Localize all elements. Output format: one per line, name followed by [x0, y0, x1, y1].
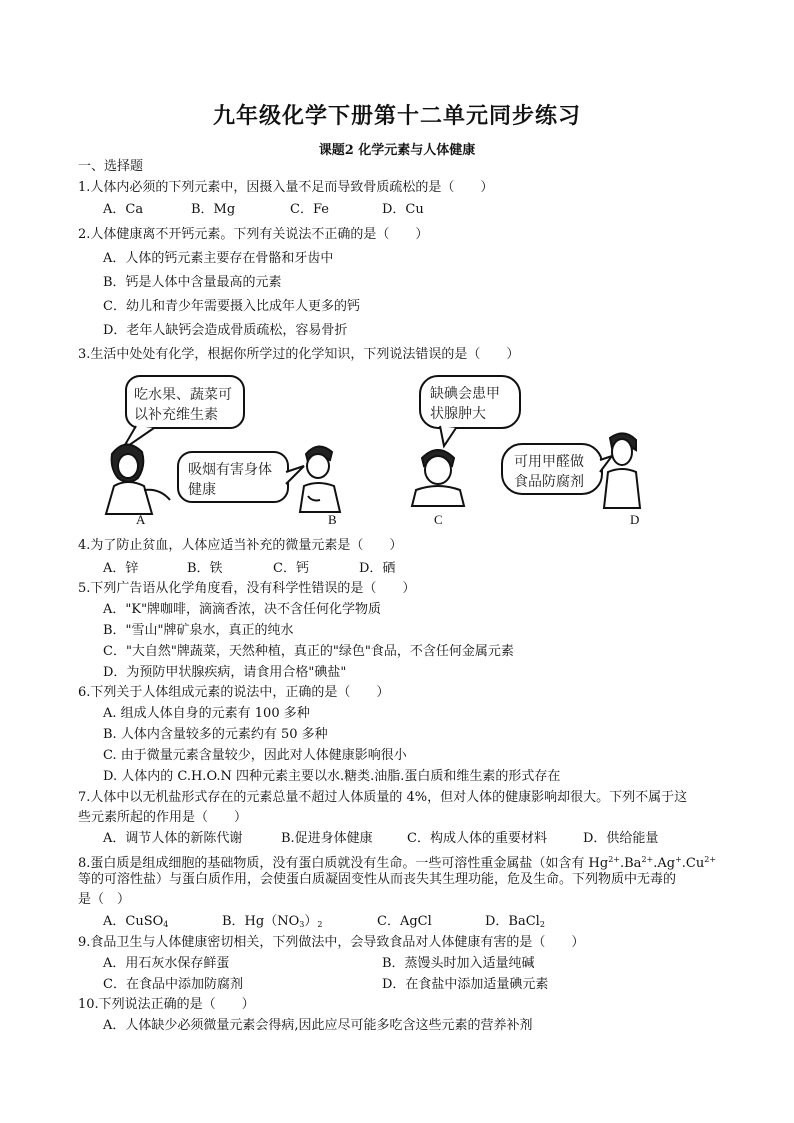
question-1-stem: 1.人体内必须的下列元素中，因摄入量不足而导致骨质疏松的是（ ） [78, 180, 494, 195]
question-8-stem-line2: 等的可溶性盐）与蛋白质作用，会使蛋白质凝固变性从而丧失其生理功能，危及生命。下列物质中无毒的 [78, 872, 677, 887]
q2-option-d: D．老年人缺钙会造成骨质疏松，容易骨折 [103, 323, 348, 338]
q4-option-c: C．钙 [273, 561, 309, 576]
person-c-figure [412, 450, 464, 506]
q5-option-b: B．"雪山"牌矿泉水，真正的纯水 [103, 623, 294, 638]
q6-option-d: D. 人体内的 C.H.O.N 四种元素主要以水.糖类.油脂.蛋白质和维生素的形式存在 [103, 769, 561, 784]
q8-option-a: A．CuSO$_4$ [103, 914, 169, 929]
question-7-stem-line2: 些元素所起的作用是（ ） [78, 810, 248, 825]
q5-option-c: C．"大自然"牌蔬菜，天然种植，真正的"绿色"食品，不含任何金属元素 [103, 644, 514, 659]
bubble-c-line1: 缺碘会患甲 [430, 386, 500, 402]
illustration-label-c: C [434, 512, 443, 527]
q8-option-d: D．BaCl$_2$ [485, 914, 545, 929]
bubble-b-line1: 吸烟有害身体 [188, 462, 272, 478]
q7-option-a: A．调节人体的新陈代谢 [103, 831, 243, 846]
q10-option-a: A．人体缺少必须微量元素会得病,因此应尽可能多吃含这些元素的营养补剂 [103, 1018, 533, 1033]
q4-option-d: D．硒 [359, 561, 396, 576]
bubble-a-line1: 吃水果、蔬菜可 [134, 387, 232, 403]
person-d-figure [604, 433, 640, 508]
question-3-illustration [100, 368, 660, 528]
page-subtitle: 课题2 化学元素与人体健康 [318, 143, 476, 158]
q5-option-d: D．为预防甲状腺疾病，请食用合格"碘盐" [103, 665, 347, 680]
q9-option-d: D．在食盐中添加适量碘元素 [382, 977, 549, 992]
question-6-stem: 6.下列关于人体组成元素的说法中，正确的是（ ） [78, 685, 390, 700]
question-9-stem: 9.食品卫生与人体健康密切相关，下列做法中，会导致食品对人体健康有害的是（ ） [78, 935, 585, 950]
q1-option-c: C．Fe [290, 202, 329, 217]
q2-option-a: A．人体的钙元素主要存在骨骼和牙齿中 [103, 251, 334, 266]
illustration-label-d: D [630, 512, 640, 527]
q5-option-a: A．"K"牌咖啡，滴滴香浓，决不含任何化学物质 [103, 602, 382, 617]
q9-option-a: A．用石灰水保存鲜蛋 [103, 956, 230, 971]
bubble-d-line1: 可用甲醛做 [514, 454, 584, 470]
q1-option-a: A．Ca [103, 202, 144, 217]
q9-option-c: C．在食品中添加防腐剂 [103, 977, 243, 992]
question-7-stem-line1: 7.人体中以无机盐形式存在的元素总量不超过人体质量的 4%，但对人体的健康影响却很大。下列不属于这 [78, 790, 688, 805]
bubble-d-line2: 食品防腐剂 [514, 474, 584, 490]
q6-option-c: C. 由于微量元素含量较少，因此对人体健康影响很小 [103, 748, 407, 763]
question-8-stem-line1: 8.蛋白质是组成细胞的基础物质，没有蛋白质就没有生命。一些可溶性重金属盐（如含有 $Hg^{2+}.Ba^{2+}.Ag^+.Cu^{2+}$ [78, 855, 717, 871]
q9-option-b: B．蒸馒头时加入适量纯碱 [382, 956, 535, 971]
bubble-a-line2: 以补充维生素 [134, 407, 218, 423]
speech-bubble-b [178, 452, 304, 502]
q8-option-b: B．$Hg(NO_3)_2$ [222, 914, 323, 929]
section-heading: 一、选择题 [78, 159, 144, 174]
q6-option-b: B. 人体内含量较多的元素约有 50 多种 [103, 727, 328, 742]
speech-bubble-d [502, 444, 612, 494]
person-b-figure [300, 446, 340, 512]
q1-option-d: D．Cu [382, 202, 424, 217]
q2-option-b: B．钙是人体中含量最高的元素 [103, 275, 282, 290]
illustration-label-b: B [328, 512, 337, 527]
question-2-stem: 2.人体健康离不开钙元素。下列有关说法不正确的是（ ） [78, 227, 429, 242]
question-5-stem: 5.下列广告语从化学角度看，没有科学性错误的是（ ） [78, 581, 416, 596]
question-10-stem: 10.下列说法正确的是（ ） [78, 997, 255, 1012]
q8-option-c: C．AgCl [377, 914, 432, 929]
bubble-b-line2: 健康 [188, 482, 216, 498]
page-title: 九年级化学下册第十二单元同步练习 [212, 103, 581, 129]
q7-option-c: C．构成人体的重要材料 [407, 831, 547, 846]
q2-option-c: C．幼儿和青少年需要摄入比成年人更多的钙 [103, 299, 360, 314]
illustration-label-a: A [136, 512, 146, 527]
q7-option-d: D．供给能量 [583, 831, 659, 846]
q4-option-b: B．铁 [187, 561, 223, 576]
speech-bubble-c [420, 376, 520, 446]
bubble-c-line2: 状腺肿大 [430, 406, 486, 422]
question-4-stem: 4.为了防止贫血，人体应适当补充的微量元素是（ ） [78, 538, 403, 553]
question-3-stem: 3.生活中处处有化学，根据你所学过的化学知识，下列说法错误的是（ ） [78, 347, 520, 362]
q6-option-a: A. 组成人体自身的元素有 100 多种 [103, 706, 310, 721]
q4-option-a: A．锌 [103, 561, 139, 576]
question-8-stem-line3: 是（ ） [78, 892, 131, 907]
q7-option-b: B.促进身体健康 [281, 831, 373, 846]
person-a-figure [106, 444, 170, 514]
speech-bubble-a [122, 376, 244, 450]
q1-option-b: B．Mg [191, 202, 236, 217]
